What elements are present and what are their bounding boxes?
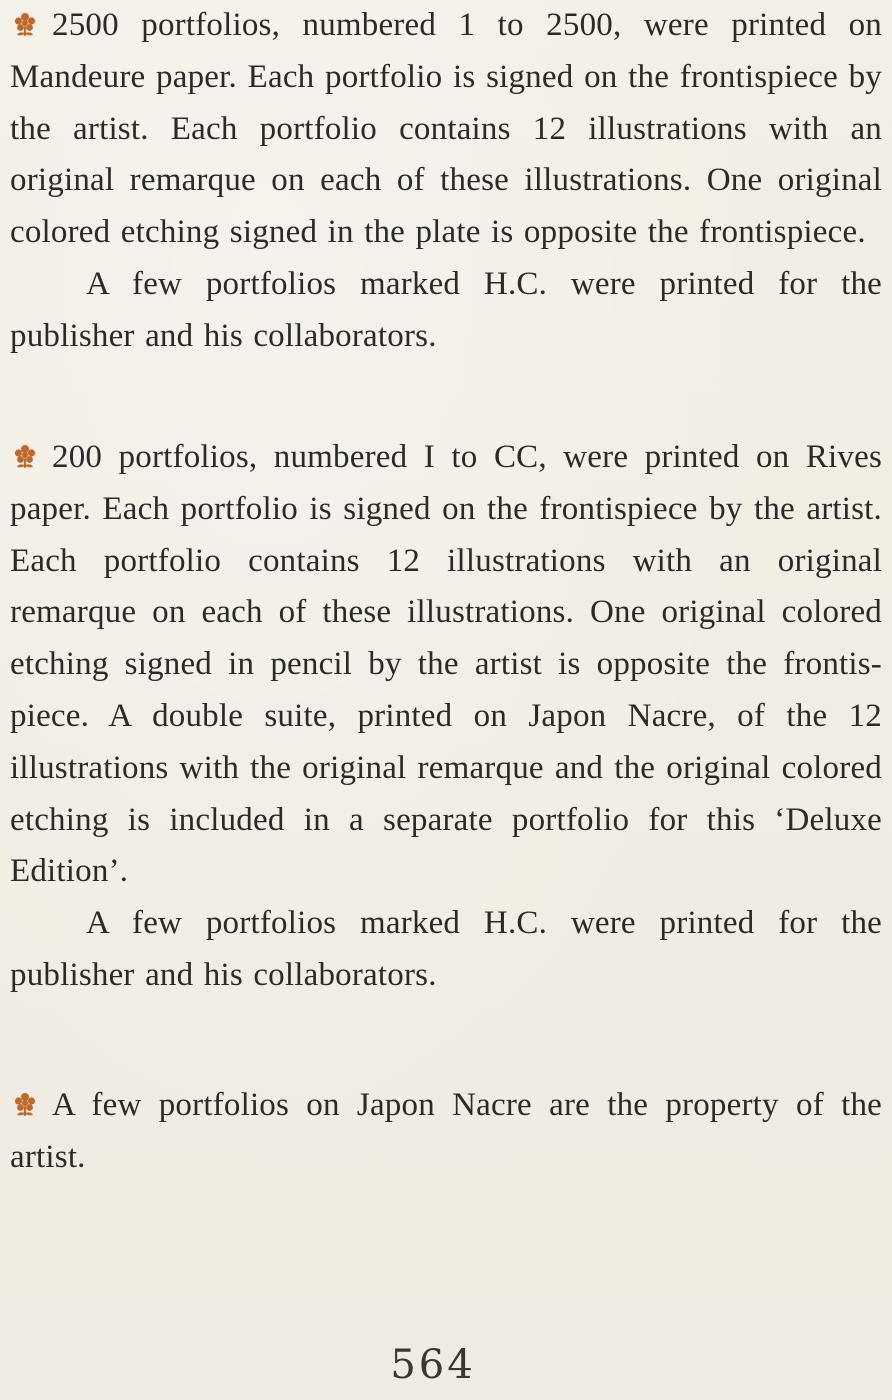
fleuron-icon — [10, 9, 40, 39]
edition-note-japon-nacre — [10, 1080, 882, 1184]
page-number: 564 — [390, 1342, 476, 1388]
paragraph-text: A few portfolios on Japon Nacre are the property of the artist. — [10, 1087, 882, 1175]
fleuron-icon — [10, 441, 40, 471]
paragraph-text: 200 portfolios, numbered I to CC, were printed on Rives paper. Each portfolio is signed on the frontispiece by the artist. Each portfolio contains 12 illustrations with an original remarque on each of these illustrations. One original colored etching signed in pencil by the artist is opposite the frontis-piece. A double suite, printed on Japon Nacre, of the 12 illustrations with the original remarque and the original colored etching is included in a separate portfolio for this ‘Deluxe Edition’. — [10, 439, 882, 890]
paragraph — [10, 0, 882, 259]
paragraph — [10, 432, 882, 898]
edition-note-mandeure — [10, 0, 882, 363]
paragraph-text: 2500 portfolios, numbered 1 to 2500, were printed on Mandeure paper. Each portfolio is signed on the frontispiece by the artist. Each portfolio contains 12 illustrations with an original remarque on each of these illustrations. One original colored etching signed in the plate is opposite the frontispiece. — [10, 7, 882, 251]
paragraph-text: A few portfolios marked H.C. were printed for the publisher and his collaborators. — [10, 265, 882, 354]
edition-note-rives — [10, 432, 882, 1002]
paragraph-text: A few portfolios marked H.C. were printed for the publisher and his collaborators. — [10, 905, 882, 993]
paragraph — [10, 898, 882, 1002]
paragraph — [10, 1080, 882, 1184]
paragraph — [10, 259, 882, 363]
fleuron-icon — [10, 1089, 40, 1119]
